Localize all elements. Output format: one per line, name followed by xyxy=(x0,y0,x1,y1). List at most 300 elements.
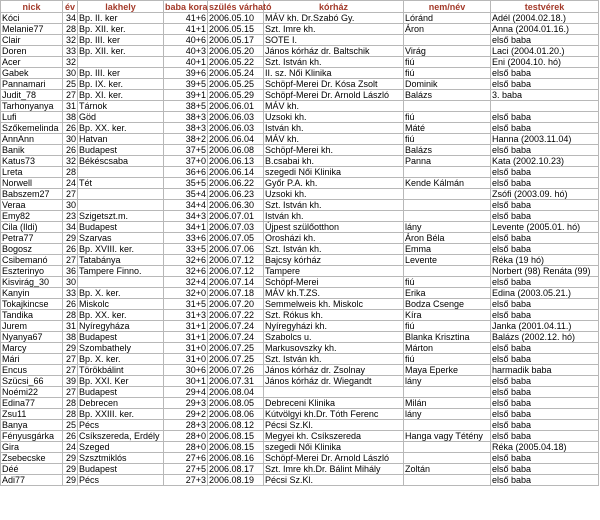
table-row xyxy=(1,409,599,420)
table-row xyxy=(1,321,599,332)
table-row xyxy=(1,299,599,310)
cell-baby-age: 27+5 xyxy=(164,464,208,475)
header-nick: nick xyxy=(1,1,63,13)
cell-residence: Tatabánya xyxy=(78,255,164,266)
cell-siblings: első baba xyxy=(491,123,599,134)
cell-hospital: István kh. xyxy=(264,211,404,222)
cell-age: 34 xyxy=(63,222,78,233)
cell-due-date: 2006.08.15 xyxy=(208,442,264,453)
cell-baby-age: 39+5 xyxy=(164,79,208,90)
cell-baby-age: 38+3 xyxy=(164,123,208,134)
cell-age: 26 xyxy=(63,145,78,156)
cell-due-date: 2006.07.25 xyxy=(208,343,264,354)
cell-due-date: 2006.08.06 xyxy=(208,409,264,420)
cell-residence: Nyíregyháza xyxy=(78,321,164,332)
cell-nick: Acer xyxy=(1,57,63,68)
cell-sex-name xyxy=(404,189,491,200)
table-row xyxy=(1,178,599,189)
cell-sex-name xyxy=(404,101,491,112)
cell-residence: Bp. XII. ker. xyxy=(78,46,164,57)
cell-residence: Békéscsaba xyxy=(78,156,164,167)
cell-sex-name xyxy=(404,35,491,46)
cell-sex-name: lány xyxy=(404,409,491,420)
cell-due-date: 2006.06.23 xyxy=(208,189,264,200)
cell-baby-age: 29+2 xyxy=(164,409,208,420)
cell-age: 27 xyxy=(63,255,78,266)
table-row xyxy=(1,123,599,134)
cell-nick: Kóci xyxy=(1,13,63,24)
cell-baby-age: 31+1 xyxy=(164,321,208,332)
cell-hospital: Schöpf-Merei Dr. Arnold László xyxy=(264,90,404,101)
cell-due-date: 2006.07.12 xyxy=(208,266,264,277)
cell-siblings: harmadik baba xyxy=(491,365,599,376)
cell-hospital: Orosházi kh. xyxy=(264,233,404,244)
cell-age: 28 xyxy=(63,310,78,321)
cell-residence xyxy=(78,277,164,288)
cell-siblings: Edina (2003.05.21.) xyxy=(491,288,599,299)
cell-residence: Budapest xyxy=(78,332,164,343)
cell-residence: Törökbálint xyxy=(78,365,164,376)
cell-age: 38 xyxy=(63,112,78,123)
cell-hospital: Szt. István kh. xyxy=(264,57,404,68)
cell-hospital: János kórház dr. Zsolnay xyxy=(264,365,404,376)
cell-residence: Csíkszereda, Erdély xyxy=(78,431,164,442)
cell-hospital: Schöpf-Merei Dr. Arnold László xyxy=(264,453,404,464)
cell-nick: Katus73 xyxy=(1,156,63,167)
header-row xyxy=(1,1,599,13)
cell-due-date: 2006.08.17 xyxy=(208,464,264,475)
cell-nick: Cila (Ildi) xyxy=(1,222,63,233)
cell-nick: Csibemanó xyxy=(1,255,63,266)
table-row xyxy=(1,79,599,90)
cell-age: 33 xyxy=(63,288,78,299)
cell-age: 27 xyxy=(63,365,78,376)
table-row xyxy=(1,233,599,244)
cell-due-date: 2006.05.20 xyxy=(208,46,264,57)
cell-sex-name: Lóránd xyxy=(404,13,491,24)
cell-age: 25 xyxy=(63,420,78,431)
cell-due-date: 2006.06.04 xyxy=(208,134,264,145)
cell-nick: Tandika xyxy=(1,310,63,321)
cell-baby-age: 34+3 xyxy=(164,211,208,222)
cell-residence xyxy=(78,200,164,211)
cell-siblings: első baba xyxy=(491,464,599,475)
cell-sex-name: Kíra xyxy=(404,310,491,321)
cell-sex-name: Áron xyxy=(404,24,491,35)
cell-age: 30 xyxy=(63,277,78,288)
cell-age: 32 xyxy=(63,57,78,68)
cell-baby-age: 34+4 xyxy=(164,200,208,211)
cell-hospital: Szt. Imre kh.Dr. Bálint Mihály xyxy=(264,464,404,475)
cell-due-date: 2006.07.12 xyxy=(208,255,264,266)
cell-age: 26 xyxy=(63,123,78,134)
cell-baby-age: 31+3 xyxy=(164,310,208,321)
cell-due-date: 2006.05.22 xyxy=(208,57,264,68)
cell-hospital: Kútvölgyi kh.Dr. Tóth Ferenc xyxy=(264,409,404,420)
table-row xyxy=(1,145,599,156)
cell-nick: Adi77 xyxy=(1,475,63,486)
cell-due-date: 2006.06.22 xyxy=(208,178,264,189)
cell-due-date: 2006.05.29 xyxy=(208,90,264,101)
cell-nick: Norwell xyxy=(1,178,63,189)
table-row xyxy=(1,13,599,24)
cell-residence: Budapest xyxy=(78,145,164,156)
cell-due-date: 2006.06.03 xyxy=(208,112,264,123)
cell-sex-name xyxy=(404,266,491,277)
cell-sex-name: Zoltán xyxy=(404,464,491,475)
cell-nick: Tokajkincse xyxy=(1,299,63,310)
table-row xyxy=(1,156,599,167)
cell-baby-age: 39+6 xyxy=(164,68,208,79)
cell-due-date: 2006.08.04 xyxy=(208,387,264,398)
cell-nick: Doren xyxy=(1,46,63,57)
cell-age: 28 xyxy=(63,398,78,409)
cell-baby-age: 32+6 xyxy=(164,266,208,277)
cell-hospital: Szt. Rókus kh. xyxy=(264,310,404,321)
cell-residence: Pécs xyxy=(78,475,164,486)
table-row xyxy=(1,365,599,376)
cell-residence: Bp. III. ker xyxy=(78,68,164,79)
cell-hospital: Schöpf-Merei kh. xyxy=(264,145,404,156)
table-row xyxy=(1,222,599,233)
cell-nick: Szücsi_66 xyxy=(1,376,63,387)
cell-hospital: Uzsoki kh. xyxy=(264,189,404,200)
cell-due-date: 2006.07.24 xyxy=(208,332,264,343)
cell-age: 30 xyxy=(63,200,78,211)
cell-hospital: Semmelweis kh. Miskolc xyxy=(264,299,404,310)
cell-due-date: 2006.08.15 xyxy=(208,431,264,442)
cell-residence: Bp. XXIII. ker. xyxy=(78,409,164,420)
cell-sex-name: fiú xyxy=(404,57,491,68)
cell-due-date: 2006.07.22 xyxy=(208,310,264,321)
cell-sex-name: Emma xyxy=(404,244,491,255)
cell-due-date: 2006.07.24 xyxy=(208,321,264,332)
cell-hospital: szegedi Női Klinika xyxy=(264,442,404,453)
table-row xyxy=(1,431,599,442)
cell-hospital: Szt. István kh. xyxy=(264,200,404,211)
cell-sex-name: Balázs xyxy=(404,145,491,156)
cell-siblings: első baba xyxy=(491,167,599,178)
cell-sex-name: fiú xyxy=(404,277,491,288)
cell-siblings: első baba xyxy=(491,79,599,90)
cell-age: 27 xyxy=(63,354,78,365)
cell-sex-name xyxy=(404,167,491,178)
cell-nick: Déé xyxy=(1,464,63,475)
cell-hospital: Szt. Imre kh. xyxy=(264,24,404,35)
cell-nick: Babszem27 xyxy=(1,189,63,200)
cell-sex-name xyxy=(404,475,491,486)
cell-residence: Bp. XII. ker. xyxy=(78,24,164,35)
cell-age: 32 xyxy=(63,35,78,46)
cell-residence xyxy=(78,167,164,178)
cell-baby-age: 33+5 xyxy=(164,244,208,255)
cell-siblings: első baba xyxy=(491,310,599,321)
cell-sex-name xyxy=(404,211,491,222)
cell-residence: Szsztmiklós xyxy=(78,453,164,464)
cell-age: 31 xyxy=(63,101,78,112)
cell-baby-age: 40+6 xyxy=(164,35,208,46)
cell-baby-age: 40+1 xyxy=(164,57,208,68)
cell-residence: Budapest xyxy=(78,387,164,398)
cell-age: 33 xyxy=(63,46,78,57)
cell-nick: Zsebecske xyxy=(1,453,63,464)
cell-sex-name: Levente xyxy=(404,255,491,266)
cell-baby-age: 37+5 xyxy=(164,145,208,156)
cell-sex-name: Virág xyxy=(404,46,491,57)
cell-siblings: első baba xyxy=(491,244,599,255)
table-row xyxy=(1,420,599,431)
cell-hospital: Pécsi Sz.Kl. xyxy=(264,475,404,486)
cell-age: 27 xyxy=(63,189,78,200)
cell-baby-age: 33+6 xyxy=(164,233,208,244)
table-row xyxy=(1,376,599,387)
table-row xyxy=(1,101,599,112)
cell-baby-age: 40+3 xyxy=(164,46,208,57)
table-row xyxy=(1,167,599,178)
cell-nick: Kanyin xyxy=(1,288,63,299)
cell-nick: Encus xyxy=(1,365,63,376)
cell-residence: Debrecen xyxy=(78,398,164,409)
cell-sex-name xyxy=(404,453,491,464)
cell-due-date: 2006.05.25 xyxy=(208,79,264,90)
cell-baby-age: 39+1 xyxy=(164,90,208,101)
cell-sex-name: fiú xyxy=(404,68,491,79)
cell-hospital: Schöpf-Merei Dr. Kósa Zsolt xyxy=(264,79,404,90)
cell-siblings: első baba xyxy=(491,233,599,244)
cell-residence: Pécs xyxy=(78,420,164,431)
cell-siblings: első baba xyxy=(491,475,599,486)
cell-nick: Pannamari xyxy=(1,79,63,90)
table-row xyxy=(1,200,599,211)
table-row xyxy=(1,288,599,299)
table-row xyxy=(1,475,599,486)
cell-nick: Judit_78 xyxy=(1,90,63,101)
cell-residence: Szombathely xyxy=(78,343,164,354)
header-residence: lakhely xyxy=(78,1,164,13)
header-due-date: szülés várható xyxy=(209,1,272,12)
cell-due-date: 2006.07.26 xyxy=(208,365,264,376)
table-row xyxy=(1,453,599,464)
cell-siblings: Anna (2004.01.16.) xyxy=(491,24,599,35)
cell-nick: Lreta xyxy=(1,167,63,178)
cell-residence: Budapest xyxy=(78,222,164,233)
header-hospital: kórház xyxy=(264,1,404,13)
cell-age: 23 xyxy=(63,211,78,222)
cell-age: 24 xyxy=(63,442,78,453)
cell-siblings: Norbert (98) Renáta (99) xyxy=(491,266,599,277)
cell-sex-name: Kende Kálmán xyxy=(404,178,491,189)
cell-hospital xyxy=(264,387,404,398)
cell-siblings: Réka (19 hó) xyxy=(491,255,599,266)
cell-age: 36 xyxy=(63,266,78,277)
cell-due-date: 2006.06.01 xyxy=(208,101,264,112)
cell-siblings: Adél (2004.02.18.) xyxy=(491,13,599,24)
cell-baby-age: 32+4 xyxy=(164,277,208,288)
table-row xyxy=(1,442,599,453)
cell-age: 34 xyxy=(63,13,78,24)
cell-due-date: 2006.07.14 xyxy=(208,277,264,288)
cell-baby-age: 31+5 xyxy=(164,299,208,310)
cell-sex-name xyxy=(404,442,491,453)
cell-hospital: SOTE I. xyxy=(264,35,404,46)
cell-siblings: Eni (2004.10. hó) xyxy=(491,57,599,68)
cell-hospital: MÁV kh. xyxy=(264,134,404,145)
table-row xyxy=(1,332,599,343)
table-row xyxy=(1,189,599,200)
cell-age: 29 xyxy=(63,343,78,354)
cell-residence: Tárnok xyxy=(78,101,164,112)
cell-age: 29 xyxy=(63,464,78,475)
cell-siblings: Janka (2001.04.11.) xyxy=(491,321,599,332)
cell-sex-name: Áron Béla xyxy=(404,233,491,244)
cell-hospital: János kórház dr. Baltschik xyxy=(264,46,404,57)
table-row xyxy=(1,244,599,255)
cell-baby-age: 32+0 xyxy=(164,288,208,299)
cell-siblings: 3. baba xyxy=(491,90,599,101)
cell-hospital: Markusovszky kh. xyxy=(264,343,404,354)
cell-sex-name: lány xyxy=(404,376,491,387)
cell-age: 26 xyxy=(63,299,78,310)
cell-siblings: első baba xyxy=(491,420,599,431)
cell-siblings: első baba xyxy=(491,200,599,211)
cell-baby-age: 29+4 xyxy=(164,387,208,398)
cell-baby-age: 27+3 xyxy=(164,475,208,486)
cell-due-date: 2006.06.08 xyxy=(208,145,264,156)
cell-sex-name: fiú xyxy=(404,134,491,145)
cell-baby-age: 36+6 xyxy=(164,167,208,178)
cell-nick: Lufi xyxy=(1,112,63,123)
cell-siblings: első baba xyxy=(491,112,599,123)
table-row xyxy=(1,343,599,354)
cell-hospital: Debreceni Klinika xyxy=(264,398,404,409)
table-row xyxy=(1,310,599,321)
cell-due-date: 2006.05.17 xyxy=(208,35,264,46)
cell-baby-age: 31+0 xyxy=(164,354,208,365)
cell-residence: Göd xyxy=(78,112,164,123)
cell-siblings: első baba xyxy=(491,453,599,464)
cell-residence: Tét xyxy=(78,178,164,189)
cell-due-date: 2006.05.10 xyxy=(208,13,264,24)
cell-siblings: első baba xyxy=(491,178,599,189)
cell-age: 31 xyxy=(63,321,78,332)
cell-sex-name: Hanga vagy Tétény xyxy=(404,431,491,442)
cell-hospital: Szabolcs u. xyxy=(264,332,404,343)
cell-sex-name: Dominik xyxy=(404,79,491,90)
cell-sex-name xyxy=(404,200,491,211)
cell-baby-age: 29+3 xyxy=(164,398,208,409)
table-row xyxy=(1,354,599,365)
cell-hospital: Nyíregyházi kh. xyxy=(264,321,404,332)
cell-siblings: első baba xyxy=(491,145,599,156)
cell-hospital: Újpest szülőotthon xyxy=(264,222,404,233)
cell-age: 30 xyxy=(63,134,78,145)
cell-baby-age: 34+1 xyxy=(164,222,208,233)
cell-siblings: Réka (2005.04.18) xyxy=(491,442,599,453)
cell-siblings xyxy=(491,101,599,112)
cell-due-date: 2006.07.03 xyxy=(208,222,264,233)
cell-due-date: 2006.08.19 xyxy=(208,475,264,486)
cell-baby-age: 41+1 xyxy=(164,24,208,35)
cell-residence: Bp. XI. ker. xyxy=(78,90,164,101)
table-row xyxy=(1,68,599,79)
cell-age: 32 xyxy=(63,156,78,167)
cell-due-date: 2006.07.05 xyxy=(208,233,264,244)
cell-due-date: 2006.07.06 xyxy=(208,244,264,255)
cell-siblings: első baba xyxy=(491,277,599,288)
cell-hospital: Bajcsy kórház xyxy=(264,255,404,266)
cell-residence xyxy=(78,189,164,200)
cell-age: 28 xyxy=(63,409,78,420)
cell-residence: Szigetszt.m. xyxy=(78,211,164,222)
cell-age: 29 xyxy=(63,453,78,464)
cell-due-date: 2006.07.25 xyxy=(208,354,264,365)
cell-siblings: első baba xyxy=(491,398,599,409)
cell-nick: Mári xyxy=(1,354,63,365)
cell-age: 27 xyxy=(63,387,78,398)
cell-age: 26 xyxy=(63,431,78,442)
cell-siblings: Kata (2002.10.23) xyxy=(491,156,599,167)
cell-baby-age: 30+1 xyxy=(164,376,208,387)
table-row xyxy=(1,255,599,266)
cell-hospital: Uzsoki kh. xyxy=(264,112,404,123)
table-row xyxy=(1,277,599,288)
cell-residence: Miskolc xyxy=(78,299,164,310)
table-row xyxy=(1,464,599,475)
cell-residence: Bp. XXI. Ker xyxy=(78,376,164,387)
cell-nick: Melanie77 xyxy=(1,24,63,35)
cell-hospital: Szt. István kh. xyxy=(264,354,404,365)
table-row xyxy=(1,398,599,409)
cell-age: 26 xyxy=(63,244,78,255)
cell-baby-age: 38+2 xyxy=(164,134,208,145)
cell-nick: Clair xyxy=(1,35,63,46)
cell-age: 28 xyxy=(63,24,78,35)
cell-baby-age: 28+0 xyxy=(164,442,208,453)
cell-baby-age: 38+3 xyxy=(164,112,208,123)
cell-residence: Bp. XX. ker. xyxy=(78,310,164,321)
table-row xyxy=(1,211,599,222)
cell-sex-name xyxy=(404,420,491,431)
cell-baby-age: 27+6 xyxy=(164,453,208,464)
table-row xyxy=(1,35,599,46)
cell-siblings: Zsófi (2003.09. hó) xyxy=(491,189,599,200)
cell-siblings: első baba xyxy=(491,387,599,398)
cell-baby-age: 28+3 xyxy=(164,420,208,431)
cell-age: 25 xyxy=(63,79,78,90)
cell-age: 38 xyxy=(63,332,78,343)
cell-siblings: első baba xyxy=(491,35,599,46)
cell-sex-name: Panna xyxy=(404,156,491,167)
cell-siblings: első baba xyxy=(491,376,599,387)
cell-nick: Noémi22 xyxy=(1,387,63,398)
cell-nick: Banya xyxy=(1,420,63,431)
cell-hospital: Győr P.A. kh. xyxy=(264,178,404,189)
cell-nick: Gira xyxy=(1,442,63,453)
cell-sex-name: fiú xyxy=(404,112,491,123)
table-row xyxy=(1,24,599,35)
cell-siblings: első baba xyxy=(491,299,599,310)
cell-due-date: 2006.06.14 xyxy=(208,167,264,178)
cell-due-date: 2006.07.20 xyxy=(208,299,264,310)
cell-hospital: János kórház dr. Wiegandt xyxy=(264,376,404,387)
cell-age: 30 xyxy=(63,68,78,79)
cell-siblings: első baba xyxy=(491,68,599,79)
cell-nick: Tarhonyanya xyxy=(1,101,63,112)
cell-due-date: 2006.05.24 xyxy=(208,68,264,79)
cell-siblings: Laci (2004.01.20.) xyxy=(491,46,599,57)
cell-age: 28 xyxy=(63,167,78,178)
cell-sex-name: fiú xyxy=(404,354,491,365)
